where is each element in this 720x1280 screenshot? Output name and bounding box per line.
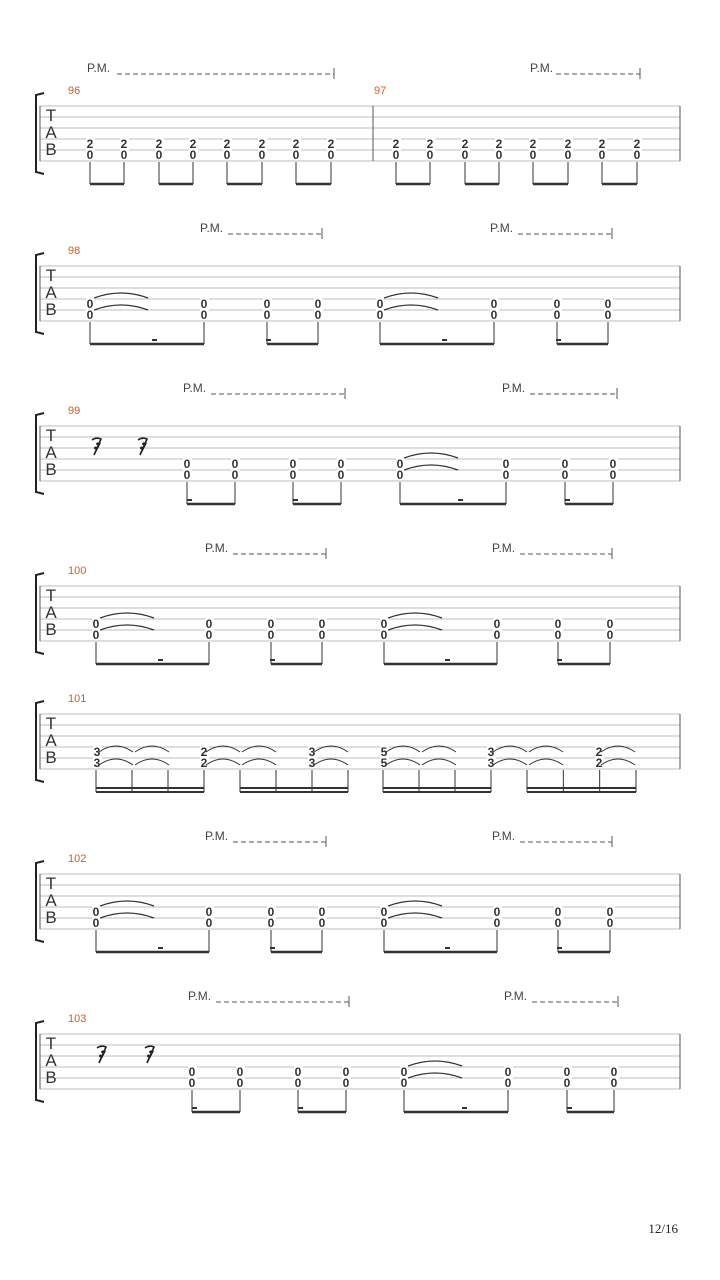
- fret-number: 0: [318, 628, 326, 642]
- fret-number: 3: [93, 745, 101, 759]
- tie-arc: [242, 759, 276, 765]
- fret-number: 0: [598, 148, 606, 162]
- tie-arc: [384, 305, 438, 310]
- fret-number: 0: [267, 916, 275, 930]
- fret-number: 2: [327, 137, 335, 151]
- beam-dot: [442, 339, 447, 341]
- fret-number: 0: [92, 916, 100, 930]
- fret-number: 0: [318, 916, 326, 930]
- palm-mute-label: P.M.: [87, 61, 111, 75]
- fret-number: 0: [606, 905, 614, 919]
- rest-symbol: 𝄿: [138, 435, 145, 460]
- fret-number: 0: [610, 1065, 618, 1079]
- fret-number: 2: [633, 137, 641, 151]
- tab-clef-letter: T: [45, 426, 57, 445]
- fret-number: 0: [294, 1076, 302, 1090]
- fret-number: 0: [633, 148, 641, 162]
- tab-clef-letter: B: [45, 908, 57, 927]
- fret-number: 2: [495, 137, 503, 151]
- beam-dot: [298, 1107, 303, 1109]
- fret-number: 2: [200, 745, 208, 759]
- fret-number: 0: [604, 297, 612, 311]
- fret-number: 0: [205, 905, 213, 919]
- fret-number: 0: [502, 468, 510, 482]
- tie-arc: [384, 293, 438, 298]
- beam-dot: [270, 947, 275, 949]
- fret-number: 0: [223, 148, 231, 162]
- tie-arc: [388, 901, 442, 906]
- fret-number: 0: [396, 457, 404, 471]
- fret-number: 2: [564, 137, 572, 151]
- palm-mute-label: P.M.: [200, 221, 224, 235]
- fret-number: 0: [493, 905, 501, 919]
- tie-arc: [404, 465, 458, 470]
- fret-number: 0: [86, 308, 94, 322]
- fret-number: 0: [183, 468, 191, 482]
- fret-number: 0: [205, 617, 213, 631]
- fret-number: 0: [376, 308, 384, 322]
- fret-number: 0: [327, 148, 335, 162]
- fret-number: 0: [561, 457, 569, 471]
- measure-number: 97: [374, 85, 387, 97]
- fret-number: 0: [267, 617, 275, 631]
- tie-arc: [100, 901, 154, 906]
- fret-number: 0: [609, 468, 617, 482]
- fret-number: 3: [308, 756, 316, 770]
- palm-mute-label: P.M.: [492, 829, 516, 843]
- fret-number: 0: [314, 308, 322, 322]
- measure-number: 99: [68, 405, 81, 417]
- tab-clef-letter: T: [45, 1034, 57, 1053]
- fret-number: 2: [461, 137, 469, 151]
- fret-number: 0: [376, 297, 384, 311]
- fret-number: 0: [205, 628, 213, 642]
- fret-number: 2: [258, 137, 266, 151]
- fret-number: 2: [392, 137, 400, 151]
- fret-number: 0: [380, 916, 388, 930]
- tab-clef-letter: A: [45, 603, 57, 622]
- palm-mute-label: P.M.: [183, 381, 207, 395]
- tie-arc: [94, 305, 148, 310]
- tab-clef-letter: T: [45, 714, 57, 733]
- fret-number: 0: [314, 297, 322, 311]
- tab-clef-letter: A: [45, 731, 57, 750]
- tie-arc: [408, 1073, 462, 1078]
- fret-number: 0: [554, 617, 562, 631]
- fret-number: 0: [263, 308, 271, 322]
- fret-number: 0: [563, 1065, 571, 1079]
- palm-mute-label: P.M.: [188, 989, 212, 1003]
- tie-arc: [388, 613, 442, 618]
- fret-number: 0: [561, 468, 569, 482]
- fret-number: 2: [529, 137, 537, 151]
- fret-number: 0: [553, 297, 561, 311]
- fret-number: 3: [487, 756, 495, 770]
- tie-arc: [529, 759, 563, 765]
- fret-number: 0: [337, 468, 345, 482]
- beam-dot: [266, 339, 271, 341]
- fret-number: 0: [318, 617, 326, 631]
- tab-clef-letter: A: [45, 1051, 57, 1070]
- tie-arc: [404, 453, 458, 458]
- fret-number: 0: [342, 1076, 350, 1090]
- fret-number: 0: [188, 1065, 196, 1079]
- beam-dot: [567, 1107, 572, 1109]
- beam-dot: [556, 339, 561, 341]
- fret-number: 0: [426, 148, 434, 162]
- rest-symbol: 𝄿: [92, 435, 99, 460]
- fret-number: 0: [563, 1076, 571, 1090]
- fret-number: 2: [200, 756, 208, 770]
- fret-number: 0: [461, 148, 469, 162]
- fret-number: 2: [598, 137, 606, 151]
- beam-dot: [565, 499, 570, 501]
- fret-number: 0: [504, 1065, 512, 1079]
- rest-symbol: 𝄿: [97, 1043, 104, 1068]
- tie-arc: [493, 759, 527, 765]
- palm-mute-label: P.M.: [504, 989, 528, 1003]
- palm-mute-label: P.M.: [492, 541, 516, 555]
- fret-number: 0: [86, 148, 94, 162]
- fret-number: 0: [609, 457, 617, 471]
- fret-number: 2: [155, 137, 163, 151]
- fret-number: 2: [595, 756, 603, 770]
- fret-number: 0: [231, 468, 239, 482]
- fret-number: 0: [490, 308, 498, 322]
- tab-clef-letter: A: [45, 443, 57, 462]
- fret-number: 0: [396, 468, 404, 482]
- fret-number: 0: [493, 628, 501, 642]
- fret-number: 2: [292, 137, 300, 151]
- fret-number: 2: [426, 137, 434, 151]
- tab-clef-letter: T: [45, 586, 57, 605]
- beam-dot: [270, 659, 275, 661]
- tie-arc: [314, 759, 348, 765]
- fret-number: 0: [493, 617, 501, 631]
- fret-number: 0: [231, 457, 239, 471]
- palm-mute-label: P.M.: [530, 61, 554, 75]
- fret-number: 2: [120, 137, 128, 151]
- fret-number: 5: [380, 756, 388, 770]
- tab-clef-letter: B: [45, 1068, 57, 1087]
- fret-number: 0: [92, 905, 100, 919]
- fret-number: 0: [183, 457, 191, 471]
- fret-number: 0: [236, 1065, 244, 1079]
- beam-dot: [557, 947, 562, 949]
- tie-arc: [422, 759, 456, 765]
- fret-number: 5: [380, 745, 388, 759]
- rest-symbol: 𝄿: [145, 1043, 152, 1068]
- tie-arc: [100, 625, 154, 630]
- beam-dot: [293, 499, 298, 501]
- fret-number: 0: [490, 297, 498, 311]
- tab-clef-letter: B: [45, 620, 57, 639]
- tab-clef-letter: B: [45, 300, 57, 319]
- tie-arc: [388, 625, 442, 630]
- fret-number: 0: [92, 628, 100, 642]
- fret-number: 0: [493, 916, 501, 930]
- fret-number: 0: [554, 905, 562, 919]
- fret-number: 0: [200, 308, 208, 322]
- fret-number: 0: [263, 297, 271, 311]
- tie-arc: [386, 759, 420, 765]
- measure-number: 101: [68, 693, 87, 705]
- fret-number: 0: [342, 1065, 350, 1079]
- tab-clef-letter: A: [45, 891, 57, 910]
- beam-dot: [152, 339, 157, 341]
- fret-number: 0: [267, 905, 275, 919]
- fret-number: 0: [606, 916, 614, 930]
- beam-dot: [192, 1107, 197, 1109]
- fret-number: 0: [554, 628, 562, 642]
- fret-number: 0: [400, 1076, 408, 1090]
- tab-clef-letter: T: [45, 874, 57, 893]
- tab-clef-letter: B: [45, 460, 57, 479]
- fret-number: 0: [610, 1076, 618, 1090]
- fret-number: 2: [595, 745, 603, 759]
- tab-clef-letter: B: [45, 140, 57, 159]
- fret-number: 0: [529, 148, 537, 162]
- fret-number: 0: [606, 628, 614, 642]
- tie-arc: [408, 1061, 462, 1066]
- palm-mute-label: P.M.: [490, 221, 514, 235]
- fret-number: 3: [308, 745, 316, 759]
- fret-number: 0: [86, 297, 94, 311]
- fret-number: 0: [337, 457, 345, 471]
- fret-number: 0: [553, 308, 561, 322]
- beam-dot: [557, 659, 562, 661]
- fret-number: 0: [205, 916, 213, 930]
- fret-number: 0: [294, 1065, 302, 1079]
- tab-clef-letter: A: [45, 283, 57, 302]
- measure-number: 96: [68, 85, 81, 97]
- beam-dot: [445, 659, 450, 661]
- measure-number: 98: [68, 245, 81, 257]
- tab-clef-letter: A: [45, 123, 57, 142]
- beam-dot: [462, 1107, 467, 1109]
- tie-arc: [100, 613, 154, 618]
- fret-number: 0: [189, 148, 197, 162]
- tab-clef-letter: T: [45, 266, 57, 285]
- fret-number: 0: [92, 617, 100, 631]
- tie-arc: [99, 759, 133, 765]
- fret-number: 0: [604, 308, 612, 322]
- fret-number: 2: [86, 137, 94, 151]
- fret-number: 0: [292, 148, 300, 162]
- fret-number: 0: [267, 628, 275, 642]
- fret-number: 0: [258, 148, 266, 162]
- beam-dot: [445, 947, 450, 949]
- fret-number: 0: [188, 1076, 196, 1090]
- beam-dot: [458, 499, 463, 501]
- fret-number: 0: [155, 148, 163, 162]
- tab-clef-letter: T: [45, 106, 57, 125]
- fret-number: 0: [392, 148, 400, 162]
- tie-arc: [388, 913, 442, 918]
- fret-number: 0: [495, 148, 503, 162]
- fret-number: 0: [606, 617, 614, 631]
- beam-dot: [158, 659, 163, 661]
- fret-number: 2: [189, 137, 197, 151]
- fret-number: 0: [554, 916, 562, 930]
- fret-number: 0: [400, 1065, 408, 1079]
- palm-mute-label: P.M.: [502, 381, 526, 395]
- fret-number: 0: [236, 1076, 244, 1090]
- fret-number: 2: [223, 137, 231, 151]
- tab-clef-letter: B: [45, 748, 57, 767]
- measure-number: 100: [68, 565, 87, 577]
- beam-dot: [187, 499, 192, 501]
- fret-number: 0: [318, 905, 326, 919]
- tie-arc: [601, 759, 635, 765]
- fret-number: 0: [564, 148, 572, 162]
- beam-dot: [158, 947, 163, 949]
- fret-number: 3: [93, 756, 101, 770]
- tie-arc: [100, 913, 154, 918]
- tie-arc: [206, 759, 240, 765]
- palm-mute-label: P.M.: [205, 541, 229, 555]
- fret-number: 0: [289, 457, 297, 471]
- fret-number: 3: [487, 745, 495, 759]
- palm-mute-label: P.M.: [205, 829, 229, 843]
- tie-arc: [135, 759, 169, 765]
- fret-number: 0: [504, 1076, 512, 1090]
- fret-number: 0: [289, 468, 297, 482]
- fret-number: 0: [380, 628, 388, 642]
- tie-arc: [94, 293, 148, 298]
- measure-number: 103: [68, 1013, 87, 1025]
- fret-number: 0: [200, 297, 208, 311]
- measure-number: 102: [68, 853, 87, 865]
- fret-number: 0: [380, 617, 388, 631]
- fret-number: 0: [120, 148, 128, 162]
- page-number: 12/16: [648, 1221, 678, 1236]
- fret-number: 0: [380, 905, 388, 919]
- fret-number: 0: [502, 457, 510, 471]
